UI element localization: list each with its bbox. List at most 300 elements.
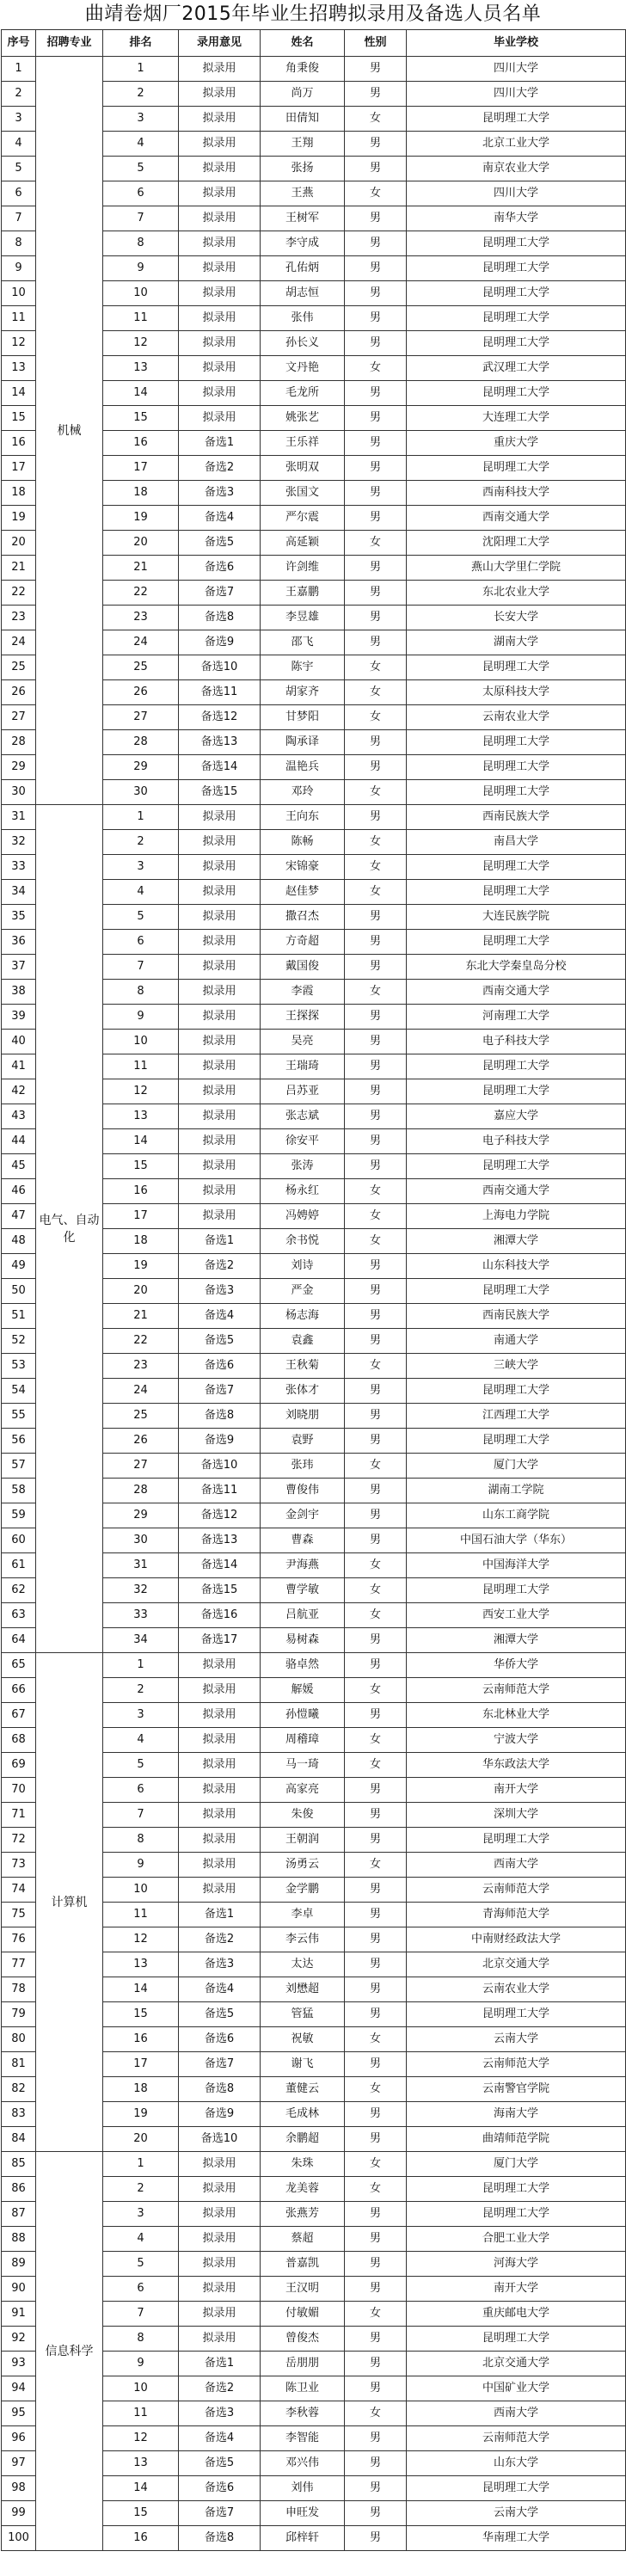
cell-name: 角秉俊: [261, 57, 345, 82]
cell-name: 方奇超: [261, 930, 345, 955]
cell-name: 高家亮: [261, 1778, 345, 1803]
cell-school: 河海大学: [407, 2252, 626, 2277]
cell-opinion: 备选2: [179, 456, 261, 481]
cell-school: 大连理工大学: [407, 406, 626, 431]
candidate-table: [1, 29, 626, 2551]
cell-no: 31: [2, 805, 36, 830]
cell-name: 尚万: [261, 82, 345, 107]
cell-opinion: 拟录用: [179, 980, 261, 1005]
cell-name: 曹俊伟: [261, 1479, 345, 1503]
cell-rank: 14: [103, 1129, 179, 1154]
cell-name: 解媛: [261, 1678, 345, 1703]
cell-school: 昆明理工大学: [407, 456, 626, 481]
cell-gender: 男: [345, 1903, 407, 1927]
cell-name: 刘伟: [261, 2476, 345, 2501]
cell-no: 73: [2, 1853, 36, 1878]
cell-opinion: 备选11: [179, 680, 261, 705]
cell-name: 陶承译: [261, 730, 345, 755]
cell-school: 深圳大学: [407, 1803, 626, 1828]
cell-opinion: 拟录用: [179, 830, 261, 855]
cell-school: 合肥工业大学: [407, 2227, 626, 2252]
cell-opinion: 备选3: [179, 1952, 261, 1977]
cell-rank: 3: [103, 1703, 179, 1728]
cell-name: 严金: [261, 1279, 345, 1304]
cell-school: 中国石油大学（华东）: [407, 1528, 626, 1553]
cell-gender: 女: [345, 2401, 407, 2426]
cell-no: 46: [2, 1179, 36, 1204]
cell-name: 余鹏超: [261, 2127, 345, 2152]
cell-rank: 15: [103, 406, 179, 431]
cell-rank: 6: [103, 181, 179, 206]
cell-school: 电子科技大学: [407, 1030, 626, 1054]
cell-name: 李霞: [261, 980, 345, 1005]
cell-rank: 15: [103, 2002, 179, 2027]
cell-no: 38: [2, 980, 36, 1005]
cell-school: 山东科技大学: [407, 1254, 626, 1279]
cell-no: 24: [2, 630, 36, 655]
cell-rank: 18: [103, 481, 179, 506]
cell-gender: 男: [345, 82, 407, 107]
cell-school: 湖南工学院: [407, 1479, 626, 1503]
cell-opinion: 备选15: [179, 780, 261, 805]
cell-opinion: 拟录用: [179, 1778, 261, 1803]
cell-no: 64: [2, 1628, 36, 1653]
cell-school: 昆明理工大学: [407, 256, 626, 281]
cell-school: 东北林业大学: [407, 1703, 626, 1728]
cell-name: 张体才: [261, 1379, 345, 1404]
cell-gender: 女: [345, 680, 407, 705]
cell-gender: 男: [345, 2052, 407, 2077]
cell-opinion: 备选1: [179, 431, 261, 456]
cell-rank: 17: [103, 456, 179, 481]
cell-school: 昆明理工大学: [407, 930, 626, 955]
cell-opinion: 备选7: [179, 581, 261, 606]
cell-name: 邓玲: [261, 780, 345, 805]
cell-rank: 12: [103, 331, 179, 356]
cell-no: 87: [2, 2202, 36, 2227]
cell-no: 45: [2, 1154, 36, 1179]
cell-opinion: 拟录用: [179, 1753, 261, 1778]
cell-school: 西南民族大学: [407, 1304, 626, 1329]
cell-opinion: 拟录用: [179, 1853, 261, 1878]
cell-rank: 14: [103, 381, 179, 406]
cell-name: 周稽璋: [261, 1728, 345, 1753]
cell-gender: 男: [345, 2501, 407, 2526]
cell-opinion: 拟录用: [179, 905, 261, 930]
cell-no: 52: [2, 1329, 36, 1354]
cell-rank: 18: [103, 1229, 179, 1254]
cell-opinion: 拟录用: [179, 955, 261, 980]
cell-gender: 女: [345, 2077, 407, 2102]
cell-school: 西南大学: [407, 1853, 626, 1878]
cell-no: 96: [2, 2426, 36, 2451]
cell-rank: 22: [103, 581, 179, 606]
cell-opinion: 拟录用: [179, 1204, 261, 1229]
cell-opinion: 拟录用: [179, 855, 261, 880]
cell-name: 谢飞: [261, 2052, 345, 2077]
cell-name: 赵佳梦: [261, 880, 345, 905]
cell-rank: 4: [103, 132, 179, 157]
cell-no: 21: [2, 556, 36, 581]
cell-opinion: 拟录用: [179, 1054, 261, 1079]
cell-gender: 男: [345, 1503, 407, 1528]
cell-gender: 男: [345, 157, 407, 181]
cell-no: 10: [2, 281, 36, 306]
cell-no: 85: [2, 2152, 36, 2177]
cell-rank: 8: [103, 2327, 179, 2352]
cell-gender: 男: [345, 1828, 407, 1853]
cell-rank: 15: [103, 2501, 179, 2526]
cell-opinion: 备选12: [179, 705, 261, 730]
cell-rank: 33: [103, 1603, 179, 1628]
cell-name: 曹森: [261, 1528, 345, 1553]
cell-gender: 男: [345, 1154, 407, 1179]
cell-no: 57: [2, 1454, 36, 1479]
cell-opinion: 拟录用: [179, 1828, 261, 1853]
cell-rank: 16: [103, 2526, 179, 2551]
cell-no: 97: [2, 2451, 36, 2476]
cell-name: 陈畅: [261, 830, 345, 855]
cell-rank: 20: [103, 531, 179, 556]
cell-no: 86: [2, 2177, 36, 2202]
cell-gender: 男: [345, 581, 407, 606]
cell-name: 甘梦阳: [261, 705, 345, 730]
cell-school: 昆明理工大学: [407, 2202, 626, 2227]
cell-school: 昆明理工大学: [407, 381, 626, 406]
cell-school: 北京交通大学: [407, 1952, 626, 1977]
cell-opinion: 备选14: [179, 1553, 261, 1578]
cell-school: 西南交通大学: [407, 980, 626, 1005]
cell-gender: 男: [345, 2202, 407, 2227]
cell-school: 西南民族大学: [407, 805, 626, 830]
cell-no: 76: [2, 1927, 36, 1952]
cell-rank: 4: [103, 880, 179, 905]
cell-school: 昆明理工大学: [407, 1578, 626, 1603]
cell-opinion: 备选1: [179, 1903, 261, 1927]
cell-rank: 20: [103, 2127, 179, 2152]
cell-no: 69: [2, 1753, 36, 1778]
cell-school: 重庆邮电大学: [407, 2302, 626, 2327]
cell-school: 南华大学: [407, 206, 626, 231]
cell-opinion: 拟录用: [179, 256, 261, 281]
cell-name: 王翔: [261, 132, 345, 157]
cell-name: 李秋蓉: [261, 2401, 345, 2426]
page-title: 曲靖卷烟厂2015年毕业生招聘拟录用及备选人员名单: [84, 3, 542, 25]
cell-opinion: 备选12: [179, 1503, 261, 1528]
cell-rank: 14: [103, 1977, 179, 2002]
cell-opinion: 备选3: [179, 481, 261, 506]
cell-opinion: 拟录用: [179, 1728, 261, 1753]
cell-rank: 31: [103, 1553, 179, 1578]
cell-school: 西南交通大学: [407, 506, 626, 531]
cell-gender: 男: [345, 2426, 407, 2451]
cell-school: 山东大学: [407, 2451, 626, 2476]
cell-rank: 30: [103, 780, 179, 805]
cell-rank: 17: [103, 2052, 179, 2077]
cell-opinion: 拟录用: [179, 107, 261, 132]
cell-rank: 3: [103, 107, 179, 132]
cell-no: 34: [2, 880, 36, 905]
cell-name: 邓兴伟: [261, 2451, 345, 2476]
cell-rank: 2: [103, 2177, 179, 2202]
cell-no: 2: [2, 82, 36, 107]
cell-school: 湘潭大学: [407, 1229, 626, 1254]
cell-name: 田倩知: [261, 107, 345, 132]
cell-opinion: 拟录用: [179, 2202, 261, 2227]
cell-gender: 男: [345, 606, 407, 630]
cell-school: 华侨大学: [407, 1653, 626, 1678]
cell-gender: 女: [345, 1578, 407, 1603]
cell-school: 四川大学: [407, 57, 626, 82]
cell-name: 岳朋朋: [261, 2352, 345, 2376]
cell-no: 47: [2, 1204, 36, 1229]
cell-opinion: 备选7: [179, 1379, 261, 1404]
cell-no: 51: [2, 1304, 36, 1329]
header-no: 序号: [2, 30, 36, 57]
cell-no: 39: [2, 1005, 36, 1030]
cell-no: 58: [2, 1479, 36, 1503]
cell-no: 67: [2, 1703, 36, 1728]
cell-gender: 男: [345, 556, 407, 581]
cell-opinion: 拟录用: [179, 356, 261, 381]
cell-rank: 26: [103, 1429, 179, 1454]
cell-rank: 3: [103, 855, 179, 880]
cell-school: 武汉理工大学: [407, 356, 626, 381]
cell-no: 20: [2, 531, 36, 556]
cell-no: 43: [2, 1104, 36, 1129]
cell-no: 49: [2, 1254, 36, 1279]
cell-name: 胡志恒: [261, 281, 345, 306]
cell-rank: 27: [103, 1454, 179, 1479]
cell-no: 75: [2, 1903, 36, 1927]
cell-name: 申旺发: [261, 2501, 345, 2526]
cell-opinion: 拟录用: [179, 1878, 261, 1903]
cell-name: 邱梓轩: [261, 2526, 345, 2551]
cell-opinion: 拟录用: [179, 1653, 261, 1678]
cell-rank: 7: [103, 2302, 179, 2327]
cell-gender: 女: [345, 780, 407, 805]
cell-gender: 男: [345, 1104, 407, 1129]
cell-opinion: 拟录用: [179, 1030, 261, 1054]
cell-opinion: 备选10: [179, 2127, 261, 2152]
cell-gender: 男: [345, 431, 407, 456]
cell-gender: 女: [345, 1853, 407, 1878]
cell-rank: 4: [103, 2227, 179, 2252]
cell-name: 尹海燕: [261, 1553, 345, 1578]
cell-no: 61: [2, 1553, 36, 1578]
cell-rank: 25: [103, 655, 179, 680]
cell-opinion: 拟录用: [179, 2152, 261, 2177]
cell-gender: 女: [345, 880, 407, 905]
cell-school: 昆明理工大学: [407, 2327, 626, 2352]
cell-no: 15: [2, 406, 36, 431]
cell-gender: 女: [345, 1179, 407, 1204]
cell-opinion: 拟录用: [179, 132, 261, 157]
cell-gender: 男: [345, 1030, 407, 1054]
table-row: [2, 1653, 626, 1678]
cell-name: 袁野: [261, 1429, 345, 1454]
cell-rank: 4: [103, 1728, 179, 1753]
cell-no: 56: [2, 1429, 36, 1454]
cell-name: 王嘉鹏: [261, 581, 345, 606]
cell-gender: 男: [345, 1653, 407, 1678]
cell-rank: 25: [103, 1404, 179, 1429]
cell-gender: 男: [345, 381, 407, 406]
cell-gender: 男: [345, 2352, 407, 2376]
cell-name: 杨永红: [261, 1179, 345, 1204]
cell-school: 厦门大学: [407, 1454, 626, 1479]
cell-rank: 9: [103, 1005, 179, 1030]
cell-name: 张扬: [261, 157, 345, 181]
cell-gender: 男: [345, 132, 407, 157]
cell-gender: 男: [345, 2526, 407, 2551]
cell-no: 44: [2, 1129, 36, 1154]
header-opinion: 录用意见: [179, 30, 261, 57]
cell-gender: 女: [345, 531, 407, 556]
cell-opinion: 拟录用: [179, 1179, 261, 1204]
table-row: [2, 57, 626, 82]
cell-opinion: 拟录用: [179, 1104, 261, 1129]
cell-name: 孙长义: [261, 331, 345, 356]
cell-no: 88: [2, 2227, 36, 2252]
cell-no: 30: [2, 780, 36, 805]
cell-opinion: 备选3: [179, 1279, 261, 1304]
cell-name: 高延颖: [261, 531, 345, 556]
cell-no: 59: [2, 1503, 36, 1528]
cell-name: 王乐祥: [261, 431, 345, 456]
cell-gender: 男: [345, 231, 407, 256]
cell-school: 华南理工大学: [407, 2526, 626, 2551]
cell-no: 53: [2, 1354, 36, 1379]
cell-rank: 1: [103, 57, 179, 82]
cell-name: 吕航亚: [261, 1603, 345, 1628]
cell-rank: 12: [103, 1079, 179, 1104]
cell-opinion: 备选13: [179, 1528, 261, 1553]
cell-no: 70: [2, 1778, 36, 1803]
cell-name: 朱俊: [261, 1803, 345, 1828]
cell-gender: 女: [345, 1229, 407, 1254]
cell-gender: 男: [345, 206, 407, 231]
cell-school: 西南交通大学: [407, 1179, 626, 1204]
cell-gender: 女: [345, 107, 407, 132]
cell-opinion: 备选10: [179, 655, 261, 680]
cell-no: 71: [2, 1803, 36, 1828]
cell-name: 戴国俊: [261, 955, 345, 980]
cell-opinion: 备选9: [179, 1429, 261, 1454]
cell-gender: 女: [345, 655, 407, 680]
cell-school: 云南农业大学: [407, 705, 626, 730]
cell-rank: 13: [103, 2451, 179, 2476]
cell-no: 35: [2, 905, 36, 930]
cell-name: 李守成: [261, 231, 345, 256]
cell-no: 78: [2, 1977, 36, 2002]
cell-name: 宋锦豪: [261, 855, 345, 880]
cell-rank: 2: [103, 1678, 179, 1703]
cell-school: 大连民族学院: [407, 905, 626, 930]
cell-school: 重庆大学: [407, 431, 626, 456]
cell-gender: 男: [345, 1528, 407, 1553]
cell-gender: 男: [345, 1703, 407, 1728]
cell-name: 蔡超: [261, 2227, 345, 2252]
cell-gender: 男: [345, 1329, 407, 1354]
cell-no: 48: [2, 1229, 36, 1254]
cell-opinion: 备选2: [179, 1927, 261, 1952]
cell-gender: 男: [345, 256, 407, 281]
cell-gender: 男: [345, 1129, 407, 1154]
cell-gender: 男: [345, 1778, 407, 1803]
cell-opinion: 备选6: [179, 1354, 261, 1379]
cell-rank: 34: [103, 1628, 179, 1653]
cell-school: 青海师范大学: [407, 1903, 626, 1927]
cell-rank: 23: [103, 1354, 179, 1379]
cell-gender: 女: [345, 181, 407, 206]
cell-school: 北京工业大学: [407, 132, 626, 157]
cell-gender: 女: [345, 1553, 407, 1578]
cell-gender: 男: [345, 481, 407, 506]
cell-no: 99: [2, 2501, 36, 2526]
cell-school: 昆明理工大学: [407, 331, 626, 356]
cell-gender: 男: [345, 1803, 407, 1828]
cell-opinion: 拟录用: [179, 2302, 261, 2327]
cell-name: 李云伟: [261, 1927, 345, 1952]
cell-school: 湘潭大学: [407, 1628, 626, 1653]
cell-rank: 22: [103, 1329, 179, 1354]
cell-no: 40: [2, 1030, 36, 1054]
cell-school: 东北大学秦皇岛分校: [407, 955, 626, 980]
cell-school: 曲靖师范学院: [407, 2127, 626, 2152]
cell-name: 张涛: [261, 1154, 345, 1179]
cell-school: 昆明理工大学: [407, 780, 626, 805]
cell-name: 温艳兵: [261, 755, 345, 780]
cell-gender: 女: [345, 980, 407, 1005]
cell-major: 机械: [36, 57, 103, 805]
cell-rank: 3: [103, 2202, 179, 2227]
cell-rank: 20: [103, 1279, 179, 1304]
cell-opinion: 备选1: [179, 1229, 261, 1254]
cell-school: 昆明理工大学: [407, 1279, 626, 1304]
cell-opinion: 备选10: [179, 1454, 261, 1479]
cell-no: 100: [2, 2526, 36, 2551]
cell-school: 太原科技大学: [407, 680, 626, 705]
cell-no: 95: [2, 2401, 36, 2426]
cell-gender: 男: [345, 930, 407, 955]
cell-name: 金学鹏: [261, 1878, 345, 1903]
cell-opinion: 备选4: [179, 2426, 261, 2451]
cell-gender: 男: [345, 955, 407, 980]
cell-name: 毛龙所: [261, 381, 345, 406]
cell-gender: 男: [345, 755, 407, 780]
cell-no: 89: [2, 2252, 36, 2277]
cell-no: 91: [2, 2302, 36, 2327]
cell-no: 82: [2, 2077, 36, 2102]
cell-gender: 女: [345, 2302, 407, 2327]
cell-no: 37: [2, 955, 36, 980]
cell-opinion: 备选16: [179, 1603, 261, 1628]
cell-opinion: 拟录用: [179, 1005, 261, 1030]
cell-no: 22: [2, 581, 36, 606]
cell-no: 90: [2, 2277, 36, 2302]
cell-school: 云南大学: [407, 2501, 626, 2526]
cell-school: 昆明理工大学: [407, 655, 626, 680]
cell-gender: 男: [345, 1952, 407, 1977]
table-row: [2, 805, 626, 830]
cell-opinion: 拟录用: [179, 206, 261, 231]
cell-no: 19: [2, 506, 36, 531]
cell-gender: 男: [345, 2002, 407, 2027]
cell-rank: 30: [103, 1528, 179, 1553]
cell-gender: 女: [345, 356, 407, 381]
cell-rank: 6: [103, 1778, 179, 1803]
